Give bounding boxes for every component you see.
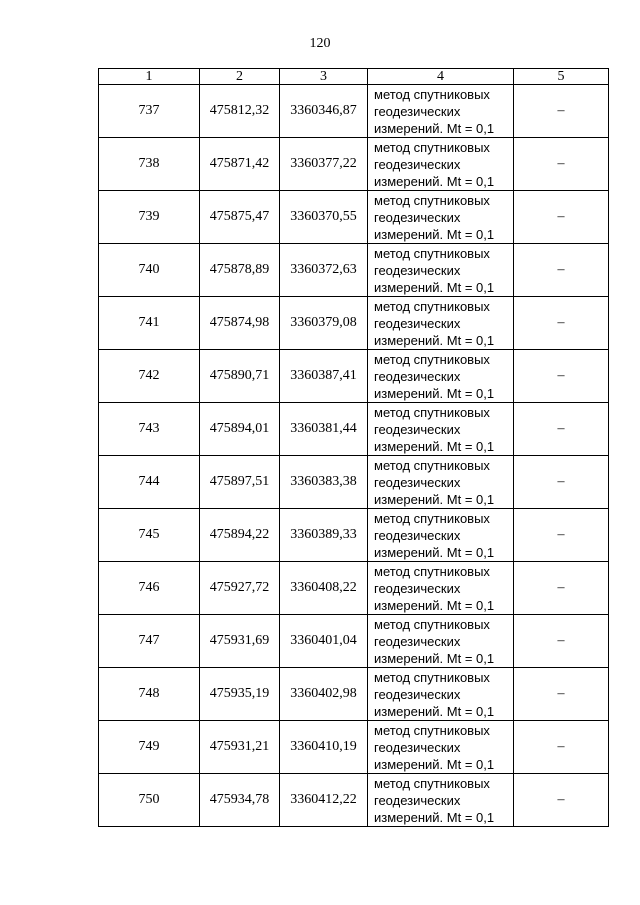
method-line: метод спутниковых <box>374 616 490 632</box>
y-coordinate-cell: 3360387,41 <box>280 350 368 403</box>
method-line: геодезических <box>374 103 461 119</box>
x-coordinate-cell: 475931,21 <box>200 721 280 774</box>
table-row <box>99 668 609 721</box>
method-line: геодезических <box>374 739 461 755</box>
method-line: измерений. Mt = 0,1 <box>374 120 495 136</box>
table-row <box>99 456 609 509</box>
x-coordinate-cell: 475875,47 <box>200 191 280 244</box>
note-cell: – <box>514 615 609 668</box>
method-line: геодезических <box>374 686 461 702</box>
point-number-cell: 741 <box>99 297 200 350</box>
table-row <box>99 721 609 774</box>
table-row <box>99 774 609 827</box>
method-line: геодезических <box>374 209 461 225</box>
method-line: метод спутниковых <box>374 86 490 102</box>
point-number-cell: 750 <box>99 774 200 827</box>
coordinates-table <box>98 68 609 827</box>
table-header-row <box>99 69 609 85</box>
y-coordinate-cell: 3360389,33 <box>280 509 368 562</box>
y-coordinate-cell: 3360346,87 <box>280 85 368 138</box>
column-header-2: 2 <box>200 69 280 85</box>
method-cell <box>368 403 514 456</box>
method-line: геодезических <box>374 633 461 649</box>
method-line: геодезических <box>374 527 461 543</box>
note-cell: – <box>514 350 609 403</box>
point-number-cell: 738 <box>99 138 200 191</box>
method-cell <box>368 721 514 774</box>
point-number-cell: 737 <box>99 85 200 138</box>
x-coordinate-cell: 475890,71 <box>200 350 280 403</box>
method-cell <box>368 509 514 562</box>
method-line: метод спутниковых <box>374 510 490 526</box>
point-number-cell: 748 <box>99 668 200 721</box>
x-coordinate-cell: 475934,78 <box>200 774 280 827</box>
method-cell <box>368 456 514 509</box>
method-line: метод спутниковых <box>374 457 490 473</box>
method-line: измерений. Mt = 0,1 <box>374 226 495 242</box>
point-number-cell: 739 <box>99 191 200 244</box>
method-line: измерений. Mt = 0,1 <box>374 279 495 295</box>
method-cell <box>368 350 514 403</box>
note-cell: – <box>514 138 609 191</box>
point-number-cell: 744 <box>99 456 200 509</box>
table-row <box>99 615 609 668</box>
method-cell <box>368 191 514 244</box>
y-coordinate-cell: 3360377,22 <box>280 138 368 191</box>
point-number-cell: 745 <box>99 509 200 562</box>
method-cell <box>368 615 514 668</box>
method-line: измерений. Mt = 0,1 <box>374 332 495 348</box>
method-cell <box>368 774 514 827</box>
note-cell: – <box>514 403 609 456</box>
method-line: измерений. Mt = 0,1 <box>374 756 495 772</box>
note-cell: – <box>514 297 609 350</box>
x-coordinate-cell: 475812,32 <box>200 85 280 138</box>
y-coordinate-cell: 3360381,44 <box>280 403 368 456</box>
column-header-3: 3 <box>280 69 368 85</box>
method-line: измерений. Mt = 0,1 <box>374 703 495 719</box>
point-number-cell: 746 <box>99 562 200 615</box>
method-line: измерений. Mt = 0,1 <box>374 173 495 189</box>
y-coordinate-cell: 3360410,19 <box>280 721 368 774</box>
table-row <box>99 85 609 138</box>
method-line: геодезических <box>374 474 461 490</box>
table-row <box>99 562 609 615</box>
column-header-5: 5 <box>514 69 609 85</box>
table-row <box>99 244 609 297</box>
method-line: геодезических <box>374 792 461 808</box>
table-row <box>99 297 609 350</box>
y-coordinate-cell: 3360412,22 <box>280 774 368 827</box>
x-coordinate-cell: 475894,01 <box>200 403 280 456</box>
table-row <box>99 509 609 562</box>
method-line: метод спутниковых <box>374 563 490 579</box>
method-line: метод спутниковых <box>374 404 490 420</box>
point-number-cell: 749 <box>99 721 200 774</box>
method-line: геодезических <box>374 368 461 384</box>
method-line: геодезических <box>374 156 461 172</box>
method-cell <box>368 562 514 615</box>
method-line: измерений. Mt = 0,1 <box>374 385 495 401</box>
note-cell: – <box>514 85 609 138</box>
method-line: измерений. Mt = 0,1 <box>374 597 495 613</box>
y-coordinate-cell: 3360383,38 <box>280 456 368 509</box>
method-line: метод спутниковых <box>374 192 490 208</box>
method-line: метод спутниковых <box>374 775 490 791</box>
x-coordinate-cell: 475878,89 <box>200 244 280 297</box>
x-coordinate-cell: 475871,42 <box>200 138 280 191</box>
method-line: измерений. Mt = 0,1 <box>374 809 495 825</box>
method-line: метод спутниковых <box>374 722 490 738</box>
method-cell <box>368 138 514 191</box>
method-cell <box>368 297 514 350</box>
method-cell <box>368 244 514 297</box>
point-number-cell: 740 <box>99 244 200 297</box>
table-row <box>99 191 609 244</box>
method-line: измерений. Mt = 0,1 <box>374 650 495 666</box>
method-line: измерений. Mt = 0,1 <box>374 491 495 507</box>
x-coordinate-cell: 475927,72 <box>200 562 280 615</box>
method-cell <box>368 668 514 721</box>
method-line: измерений. Mt = 0,1 <box>374 438 495 454</box>
note-cell: – <box>514 244 609 297</box>
page-number: 120 <box>309 36 331 51</box>
note-cell: – <box>514 562 609 615</box>
note-cell: – <box>514 191 609 244</box>
method-cell <box>368 85 514 138</box>
y-coordinate-cell: 3360401,04 <box>280 615 368 668</box>
method-line: геодезических <box>374 262 461 278</box>
note-cell: – <box>514 774 609 827</box>
note-cell: – <box>514 509 609 562</box>
method-line: метод спутниковых <box>374 139 490 155</box>
note-cell: – <box>514 668 609 721</box>
note-cell: – <box>514 456 609 509</box>
table-row <box>99 138 609 191</box>
x-coordinate-cell: 475894,22 <box>200 509 280 562</box>
point-number-cell: 743 <box>99 403 200 456</box>
table-row <box>99 350 609 403</box>
y-coordinate-cell: 3360379,08 <box>280 297 368 350</box>
y-coordinate-cell: 3360408,22 <box>280 562 368 615</box>
method-line: метод спутниковых <box>374 245 490 261</box>
y-coordinate-cell: 3360372,63 <box>280 244 368 297</box>
method-line: измерений. Mt = 0,1 <box>374 544 495 560</box>
table-body <box>99 85 609 827</box>
x-coordinate-cell: 475931,69 <box>200 615 280 668</box>
point-number-cell: 747 <box>99 615 200 668</box>
method-line: геодезических <box>374 315 461 331</box>
x-coordinate-cell: 475935,19 <box>200 668 280 721</box>
x-coordinate-cell: 475897,51 <box>200 456 280 509</box>
point-number-cell: 742 <box>99 350 200 403</box>
table-row <box>99 403 609 456</box>
method-line: метод спутниковых <box>374 298 490 314</box>
method-line: метод спутниковых <box>374 351 490 367</box>
method-line: геодезических <box>374 580 461 596</box>
y-coordinate-cell: 3360370,55 <box>280 191 368 244</box>
column-header-4: 4 <box>368 69 514 85</box>
column-header-1: 1 <box>99 69 200 85</box>
x-coordinate-cell: 475874,98 <box>200 297 280 350</box>
note-cell: – <box>514 721 609 774</box>
method-line: метод спутниковых <box>374 669 490 685</box>
method-line: геодезических <box>374 421 461 437</box>
y-coordinate-cell: 3360402,98 <box>280 668 368 721</box>
